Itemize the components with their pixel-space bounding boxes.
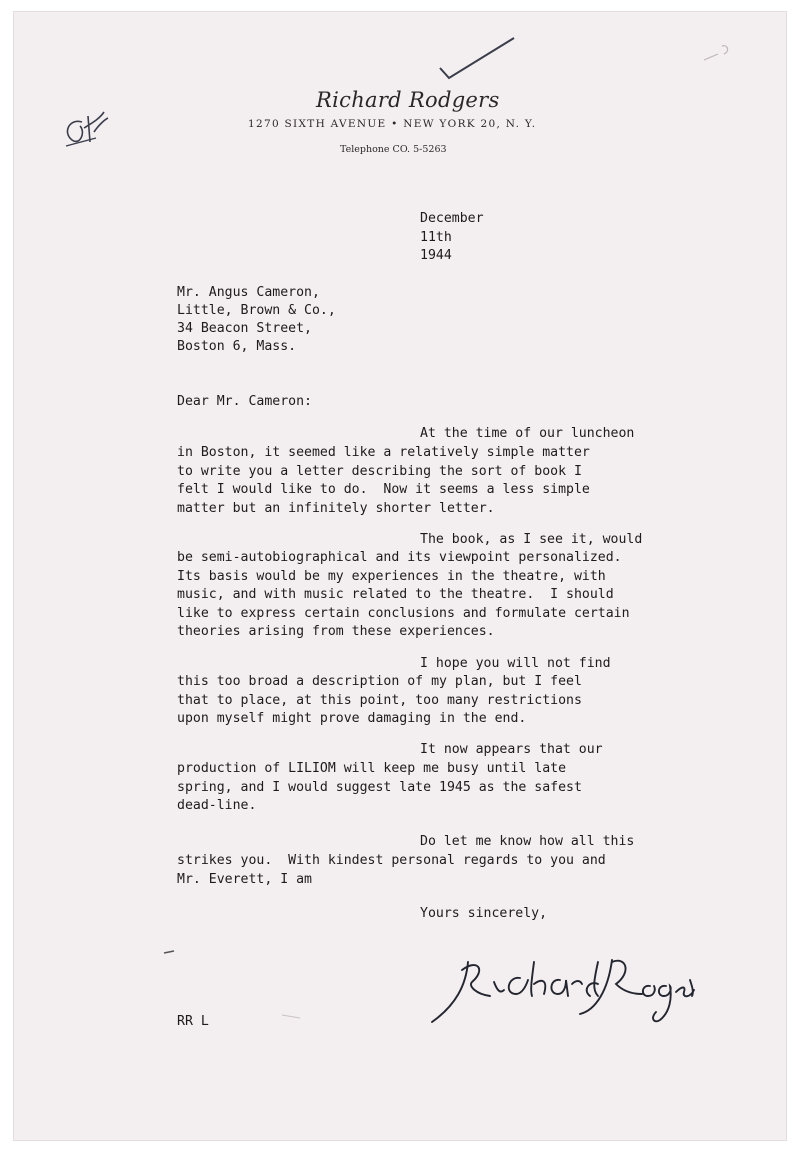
- paragraph-1-lead: At the time of our luncheon: [420, 426, 635, 441]
- paragraph-1-body: in Boston, it seemed like a relatively simple matter to write you a letter describing the sort of book I felt I would like to do. Now it seems a less simple matter but an infinitely shorter letter.: [177, 445, 590, 516]
- check-mark-icon: [440, 38, 514, 78]
- paragraph-2-body: be semi-autobiographical and its viewpoint personalized. Its basis would be my experiences in the theatre, with music, and with music related to the theatre. I should like to express certain conclusions and formulate certain theories arising from these experiences.: [177, 550, 630, 639]
- paragraph-5-body: strikes you. With kindest personal regards to you and Mr. Everett, I am: [177, 853, 606, 887]
- paragraph-4-body: production of LILIOM will keep me busy until late spring, and I would suggest late 1945 as the safest dead-line.: [177, 761, 582, 813]
- date-year: 1944: [420, 248, 452, 263]
- recipient-line-3: 34 Beacon Street,: [177, 321, 312, 336]
- date-month: December: [420, 211, 484, 226]
- paragraph-2-lead: The book, as I see it, would: [420, 532, 643, 547]
- recipient-line-1: Mr. Angus Cameron,: [177, 285, 320, 300]
- letterhead-name: Richard Rodgers: [316, 88, 500, 112]
- paragraph-3-lead: I hope you will not find: [420, 656, 611, 671]
- paragraph-3-body: this too broad a description of my plan, but I feel that to place, at this point, too many restrictions upon myself might prove damaging in the end.: [177, 674, 582, 726]
- closing: Yours sincerely,: [420, 906, 548, 921]
- signature-icon: [432, 960, 694, 1022]
- recipient-line-4: Boston 6, Mass.: [177, 339, 297, 354]
- typist-initials: RR L: [177, 1014, 209, 1029]
- date-day: 11th: [420, 230, 452, 245]
- pencil-mark-icon: [704, 46, 728, 60]
- letterhead-address: 1270 SIXTH AVENUE • NEW YORK 20, N. Y.: [248, 118, 537, 130]
- recipient-line-2: Little, Brown & Co.,: [177, 303, 336, 318]
- letterhead-telephone: Telephone CO. 5-5263: [340, 144, 447, 155]
- initials-scribble-icon: [67, 112, 108, 142]
- salutation: Dear Mr. Cameron:: [177, 394, 312, 409]
- paragraph-4-lead: It now appears that our: [420, 742, 603, 757]
- paragraph-5-lead: Do let me know how all this: [420, 834, 635, 849]
